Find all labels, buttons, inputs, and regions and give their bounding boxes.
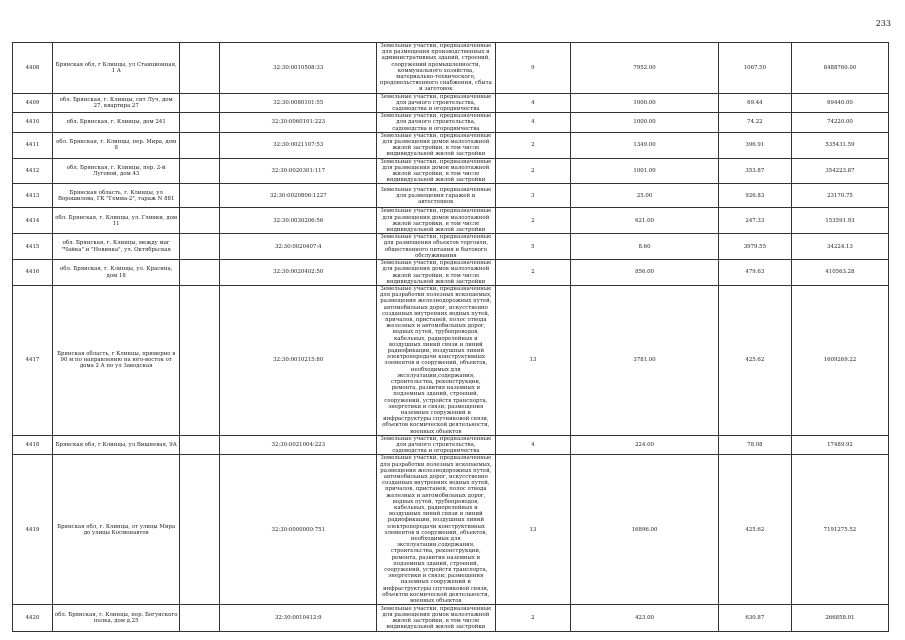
land-use-cell: Земельные участки, предназначенные для размещения объектов торговли, общественного питания и бытового обслуживания <box>377 234 495 260</box>
spacer-cell <box>180 285 220 435</box>
land-use-cell: Земельные участки, предназначенные для разработки полезных ископаемых, размещения железнодорожных путей, автомобильных дорог, искусственно созданных внутренних водных путей, причалов, пристаней, полос отвода железных и автомобильных дорог, водных путей, трубопроводов, кабельных, радиорелейных и воздушных линий связи и линий радиофикации, воздушных линий электропередачи конструктивных элементов и сооружений, объектов, необходимых для эксплуатации,содержания, строительства, реконструкции, ремонта, развития наземных и подземных зданий, строений, сооружений, устройств транспорта, энергетики и связи; размещения наземных сооружений и инфраструктуры спутниковой связи, объектов космической деятельности, военных объектов <box>377 455 495 605</box>
land-use-cell: Земельные участки, предназначенные для размещения домов малоэтажной жилой застройки, в том числе индивидуальной жилой застройки <box>377 132 495 158</box>
use-group-cell: 2 <box>495 260 571 286</box>
table-row <box>13 113 889 133</box>
cadastral-number-cell: 32:30:0020407:4 <box>220 234 377 260</box>
land-registry-table <box>12 42 889 632</box>
area-cell: 8.60 <box>571 234 719 260</box>
specific-value-cell: 3979.55 <box>718 234 791 260</box>
table-row <box>13 208 889 234</box>
table-row <box>13 158 889 184</box>
land-use-cell: Земельные участки, предназначенные для размещения домов малоэтажной жилой застройки, в том числе индивидуальной жилой застройки <box>377 605 495 632</box>
cadastral-value-cell: 535431.59 <box>791 132 888 158</box>
address-cell: обл. Брянская, г. Клинцы, между маг "Чайка" и "Новинка", ул. Октябрьская <box>52 234 180 260</box>
specific-value-cell: 926.83 <box>718 184 791 208</box>
row-number: 4416 <box>13 260 53 286</box>
row-number: 4420 <box>13 605 53 632</box>
table-row <box>13 93 889 113</box>
cadastral-value-cell: 34224.13 <box>791 234 888 260</box>
land-use-cell: Земельные участки, предназначенные для размещения производственных и административных зданий, строений, сооружений промышленности, коммунального хозяйства, материально-технического, продовольственного снабжения, сбыта и заготовок <box>377 43 495 94</box>
use-group-cell: 4 <box>495 435 571 455</box>
address-cell: Брянская обл, г Клинцы, ул Вишневая, 9А <box>52 435 180 455</box>
spacer-cell <box>180 93 220 113</box>
row-number: 4415 <box>13 234 53 260</box>
spacer-cell <box>180 113 220 133</box>
use-group-cell: 4 <box>495 113 571 133</box>
land-use-cell: Земельные участки, предназначенные для разработки полезных ископаемых, размещения железнодорожных путей, автомобильных дорог, искусственно созданных внутренних водных путей, причалов, пристаней, полос отвода железных и автомобильных дорог, водных путей, трубопроводов, кабельных, радиорелейных и воздушных линий связи и линий радиофикации, воздушных линий электропередачи конструктивных элементов и сооружений, объектов, необходимых для эксплуатации,содержания, строительства, реконструкции, ремонта, развития наземных и подземных зданий, строений, сооружений, устройств транспорта, энергетики и связи; размещения наземных сооружений и инфраструктуры спутниковой связи, объектов космической деятельности, военных объектов <box>377 285 495 435</box>
address-cell: обл. Брянская, г. Клинцы, пер. Богунского полка, дом д.25 <box>52 605 180 632</box>
table-row <box>13 260 889 286</box>
spacer-cell <box>180 158 220 184</box>
area-cell: 1349.00 <box>571 132 719 158</box>
cadastral-number-cell: 32:30:0020806:1227 <box>220 184 377 208</box>
land-use-cell: Земельные участки, предназначенные для дачного строительства, садоводства и огородничества <box>377 113 495 133</box>
area-cell: 7952.00 <box>571 43 719 94</box>
address-cell: Брянская обл, г Клинцы, ул Станционная, 1 А <box>52 43 180 94</box>
specific-value-cell: 479.63 <box>718 260 791 286</box>
cadastral-number-cell: 32:30:0020402:50 <box>220 260 377 286</box>
land-use-cell: Земельные участки, предназначенные для размещения домов малоэтажной жилой застройки, в том числе индивидуальной жилой застройки <box>377 260 495 286</box>
specific-value-cell: 74.22 <box>718 113 791 133</box>
cadastral-value-cell: 1609269.22 <box>791 285 888 435</box>
cadastral-number-cell: 32:30:0010412:9 <box>220 605 377 632</box>
specific-value-cell: 78.08 <box>718 435 791 455</box>
row-number: 4413 <box>13 184 53 208</box>
spacer-cell <box>180 260 220 286</box>
address-cell: обл. Брянская, г. Клинцы, пер. Мира, дом 8 <box>52 132 180 158</box>
area-cell: 423.00 <box>571 605 719 632</box>
use-group-cell: 2 <box>495 208 571 234</box>
cadastral-number-cell: 32:30:0010215:80 <box>220 285 377 435</box>
land-use-cell: Земельные участки, предназначенные для дачного строительства, садоводства и огородничества <box>377 435 495 455</box>
cadastral-number-cell: 32:30:0030206:56 <box>220 208 377 234</box>
address-cell: обл. Брянская, г. Клинцы, пер. 2-й Луговой, дом 43 <box>52 158 180 184</box>
spacer-cell <box>180 455 220 605</box>
land-use-cell: Земельные участки, предназначенные для размещения гаражей и автостоянок <box>377 184 495 208</box>
area-cell: 856.00 <box>571 260 719 286</box>
row-number: 4410 <box>13 113 53 133</box>
specific-value-cell: 425.62 <box>718 455 791 605</box>
cadastral-number-cell: 32:30:0080101:55 <box>220 93 377 113</box>
address-cell: обл. Брянская, г. Клинцы, снт Луч, дом 27, квартира 27 <box>52 93 180 113</box>
area-cell: 1000.00 <box>571 113 719 133</box>
area-cell: 25.00 <box>571 184 719 208</box>
land-use-cell: Земельные участки, предназначенные для размещения домов малоэтажной жилой застройки, в том числе индивидуальной жилой застройки <box>377 158 495 184</box>
row-number: 4412 <box>13 158 53 184</box>
table-row <box>13 43 889 94</box>
area-cell: 1001.00 <box>571 158 719 184</box>
row-number: 4417 <box>13 285 53 435</box>
area-cell: 224.00 <box>571 435 719 455</box>
row-number: 4408 <box>13 43 53 94</box>
specific-value-cell: 69.44 <box>718 93 791 113</box>
use-group-cell: 3 <box>495 184 571 208</box>
cadastral-value-cell: 7191275.52 <box>791 455 888 605</box>
table-row <box>13 605 889 632</box>
use-group-cell: 2 <box>495 605 571 632</box>
spacer-cell <box>180 234 220 260</box>
area-cell: 621.00 <box>571 208 719 234</box>
cadastral-number-cell: 32:30:0000000:751 <box>220 455 377 605</box>
use-group-cell: 2 <box>495 158 571 184</box>
use-group-cell: 13 <box>495 285 571 435</box>
specific-value-cell: 425.62 <box>718 285 791 435</box>
address-cell: обл. Брянская, г. Клинцы, дом 241 <box>52 113 180 133</box>
spacer-cell <box>180 435 220 455</box>
use-group-cell: 9 <box>495 43 571 94</box>
use-group-cell: 4 <box>495 93 571 113</box>
specific-value-cell: 353.87 <box>718 158 791 184</box>
row-number: 4411 <box>13 132 53 158</box>
cadastral-value-cell: 410563.28 <box>791 260 888 286</box>
table-row <box>13 285 889 435</box>
area-cell: 16896.00 <box>571 455 719 605</box>
table-row <box>13 435 889 455</box>
address-cell: обл. Брянская, г. Клинцы, ул. Красина, дом 18 <box>52 260 180 286</box>
address-cell: Брянская область, г Клинцы, примерно в 90 м по направлению на юго-восток от дома 2 А по ул Заводская <box>52 285 180 435</box>
table-row <box>13 234 889 260</box>
address-cell: обл. Брянская, г. Клинцы, ул. Глинки, дом 11 <box>52 208 180 234</box>
cadastral-value-cell: 266858.01 <box>791 605 888 632</box>
specific-value-cell: 396.91 <box>718 132 791 158</box>
area-cell: 3781.00 <box>571 285 719 435</box>
land-use-cell: Земельные участки, предназначенные для дачного строительства, садоводства и огородничества <box>377 93 495 113</box>
use-group-cell: 2 <box>495 132 571 158</box>
specific-value-cell: 630.87 <box>718 605 791 632</box>
spacer-cell <box>180 184 220 208</box>
page-number: 233 <box>875 19 891 28</box>
use-group-cell: 13 <box>495 455 571 605</box>
cadastral-value-cell: 153591.93 <box>791 208 888 234</box>
address-cell: Брянская область, г. Клинцы, ул Ворошилова, ГК "Гемма-2", гараж N 881 <box>52 184 180 208</box>
table-row <box>13 132 889 158</box>
cadastral-number-cell: 32:30:0021004:223 <box>220 435 377 455</box>
cadastral-number-cell: 32:30:0021107:53 <box>220 132 377 158</box>
use-group-cell: 5 <box>495 234 571 260</box>
row-number: 4414 <box>13 208 53 234</box>
address-cell: Брянская обл, г. Клинцы, от улицы Мира до улицы Космонавтов <box>52 455 180 605</box>
land-use-cell: Земельные участки, предназначенные для размещения домов малоэтажной жилой застройки, в том числе индивидуальной жилой застройки <box>377 208 495 234</box>
spacer-cell <box>180 43 220 94</box>
cadastral-number-cell: 32:30:0010508:33 <box>220 43 377 94</box>
area-cell: 1000.00 <box>571 93 719 113</box>
spacer-cell <box>180 132 220 158</box>
cadastral-number-cell: 32:30:0060101:223 <box>220 113 377 133</box>
spacer-cell <box>180 605 220 632</box>
specific-value-cell: 1067.50 <box>718 43 791 94</box>
row-number: 4419 <box>13 455 53 605</box>
cadastral-number-cell: 32:30:0020301:117 <box>220 158 377 184</box>
specific-value-cell: 247.33 <box>718 208 791 234</box>
table-row <box>13 455 889 605</box>
cadastral-value-cell: 74220.00 <box>791 113 888 133</box>
table-row <box>13 184 889 208</box>
cadastral-value-cell: 17489.92 <box>791 435 888 455</box>
row-number: 4409 <box>13 93 53 113</box>
cadastral-value-cell: 8488760.00 <box>791 43 888 94</box>
cadastral-value-cell: 354223.87 <box>791 158 888 184</box>
cadastral-value-cell: 69440.00 <box>791 93 888 113</box>
cadastral-value-cell: 23170.75 <box>791 184 888 208</box>
row-number: 4418 <box>13 435 53 455</box>
spacer-cell <box>180 208 220 234</box>
